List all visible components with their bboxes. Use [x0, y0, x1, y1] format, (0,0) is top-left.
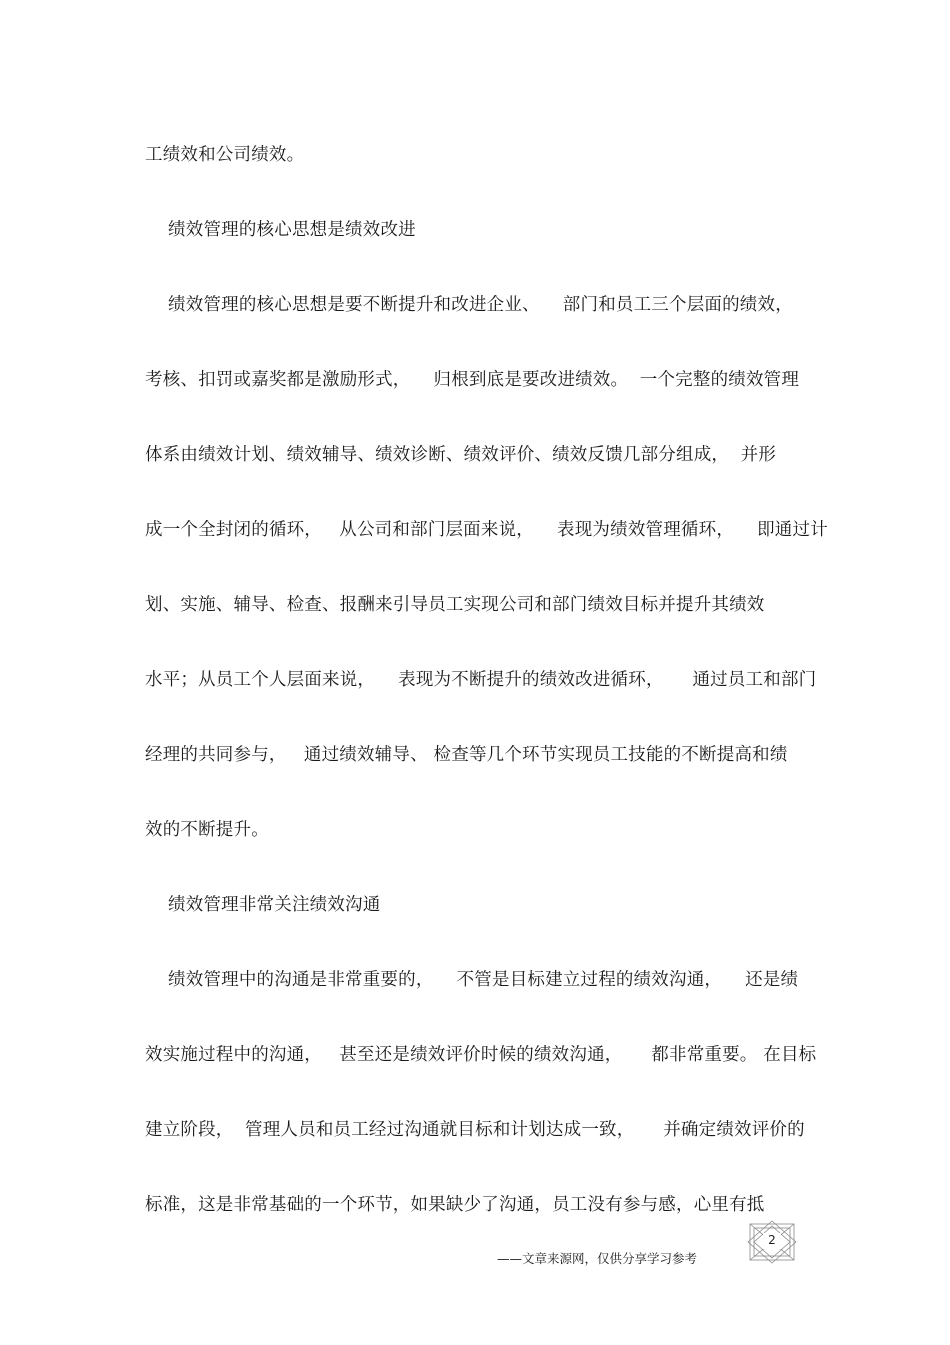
section-heading-performance-communication: 绩效管理非常关注绩效沟通 [145, 895, 381, 915]
section-heading-performance-improvement: 绩效管理的核心思想是绩效改进 [145, 220, 416, 240]
body-line-3: 绩效管理的核心思想是要不断提升和改进企业、 部门和员工三个层面的绩效， [145, 295, 793, 315]
body-line-6: 成一个全封闭的循环， 从公司和部门层面来说， 表现为绩效管理循环， 即通过计 [145, 520, 828, 540]
body-line-5: 体系由绩效计划、绩效辅导、绩效诊断、绩效评价、绩效反馈几部分组成， 并形 [145, 445, 777, 465]
page-number: 2 [768, 1233, 776, 1247]
body-line-13: 效实施过程中的沟通， 甚至还是绩效评价时候的绩效沟通， 都非常重要。 在目标 [145, 1045, 817, 1065]
body-line-12: 绩效管理中的沟通是非常重要的， 不管是目标建立过程的绩效沟通， 还是绩 [145, 970, 799, 990]
body-line-10: 效的不断提升。 [145, 820, 269, 840]
body-line-14: 建立阶段， 管理人员和员工经过沟通就目标和计划达成一致， 并确定绩效评价的 [145, 1120, 805, 1140]
page-number-badge [746, 1220, 798, 1264]
body-line-1: 工绩效和公司绩效。 [145, 145, 305, 165]
body-line-9: 经理的共同参与， 通过绩效辅导、 检查等几个环节实现员工技能的不断提高和绩 [145, 745, 788, 765]
body-line-8: 水平；从员工个人层面来说， 表现为不断提升的绩效改进循环， 通过员工和部门 [145, 670, 817, 690]
body-line-4: 考核、扣罚或嘉奖都是激励形式， 归根到底是要改进绩效。 一个完整的绩效管理 [145, 370, 800, 390]
body-line-15: 标准，这是非常基础的一个环节，如果缺少了沟通，员工没有参与感，心里有抵 [145, 1195, 765, 1215]
body-line-7: 划、实施、辅导、检查、报酬来引导员工实现公司和部门绩效目标并提升其绩效 [145, 595, 765, 615]
footer-source-note: ——文章来源网，仅供分享学习参考 [497, 1251, 698, 1266]
